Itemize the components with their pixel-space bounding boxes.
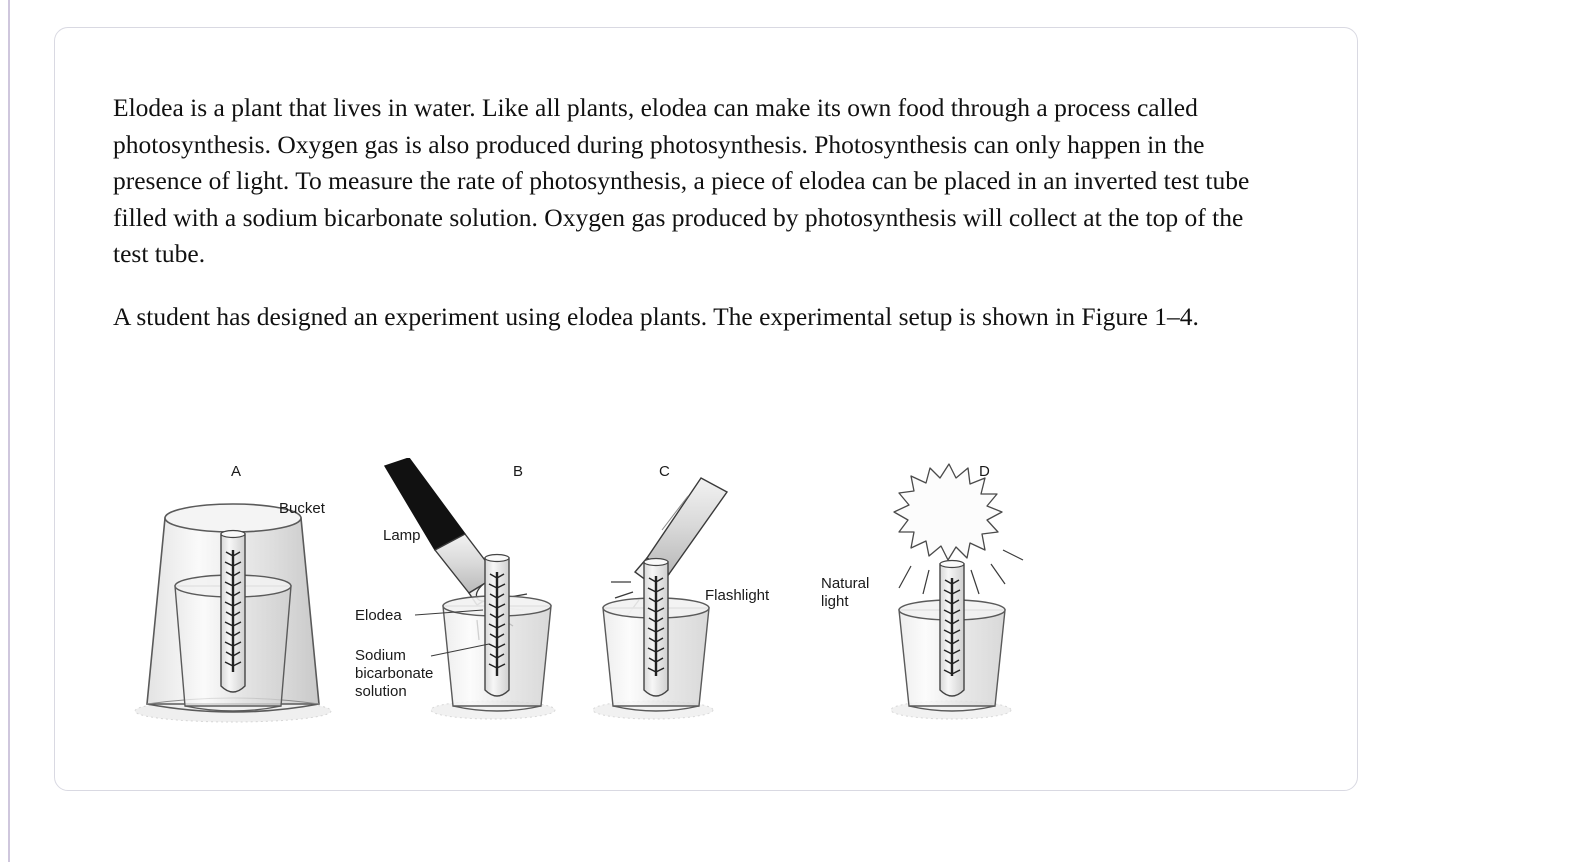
panel-d	[821, 463, 1023, 719]
panel-b	[355, 458, 555, 719]
label-flashlight: Flashlight	[705, 587, 770, 604]
panel-d-letter: D	[979, 463, 990, 480]
label-lamp: Lamp	[383, 527, 421, 544]
label-elodea: Elodea	[355, 607, 402, 624]
passage-paragraph-1: Elodea is a plant that lives in water. Like all plants, elodea can make its own food through a process called photosynthesis. Oxygen gas is also produced during photosynthesis. Photosynthesis can only happen in the presence of light. To measure the rate of photosynthesis, a piece of elodea can be placed in an inverted test tube filled with a sodium bicarbonate solution. Oxygen gas produced by photosynthesis will collect at the top of the test tube.	[113, 93, 1250, 268]
passage-paragraph-2: A student has designed an experiment using elodea plants. The experimental setup is shown in Figure 1–4.	[113, 301, 1199, 331]
panel-c	[593, 463, 770, 719]
label-solution: solution	[355, 683, 407, 700]
label-natural: Natural	[821, 575, 870, 592]
left-margin-rule	[8, 0, 10, 862]
passage-text-block	[113, 90, 1317, 361]
label-bicarbonate: bicarbonate	[355, 665, 434, 682]
label-bucket: Bucket	[279, 500, 325, 517]
question-card	[54, 27, 1358, 791]
panel-b-letter: B	[513, 463, 524, 480]
label-sodium: Sodium	[355, 647, 406, 664]
panel-c-letter: C	[659, 463, 670, 480]
panel-a-letter: A	[231, 463, 242, 480]
experiment-figure	[113, 458, 1293, 758]
label-light: light	[821, 593, 849, 610]
panel-a	[135, 463, 331, 722]
